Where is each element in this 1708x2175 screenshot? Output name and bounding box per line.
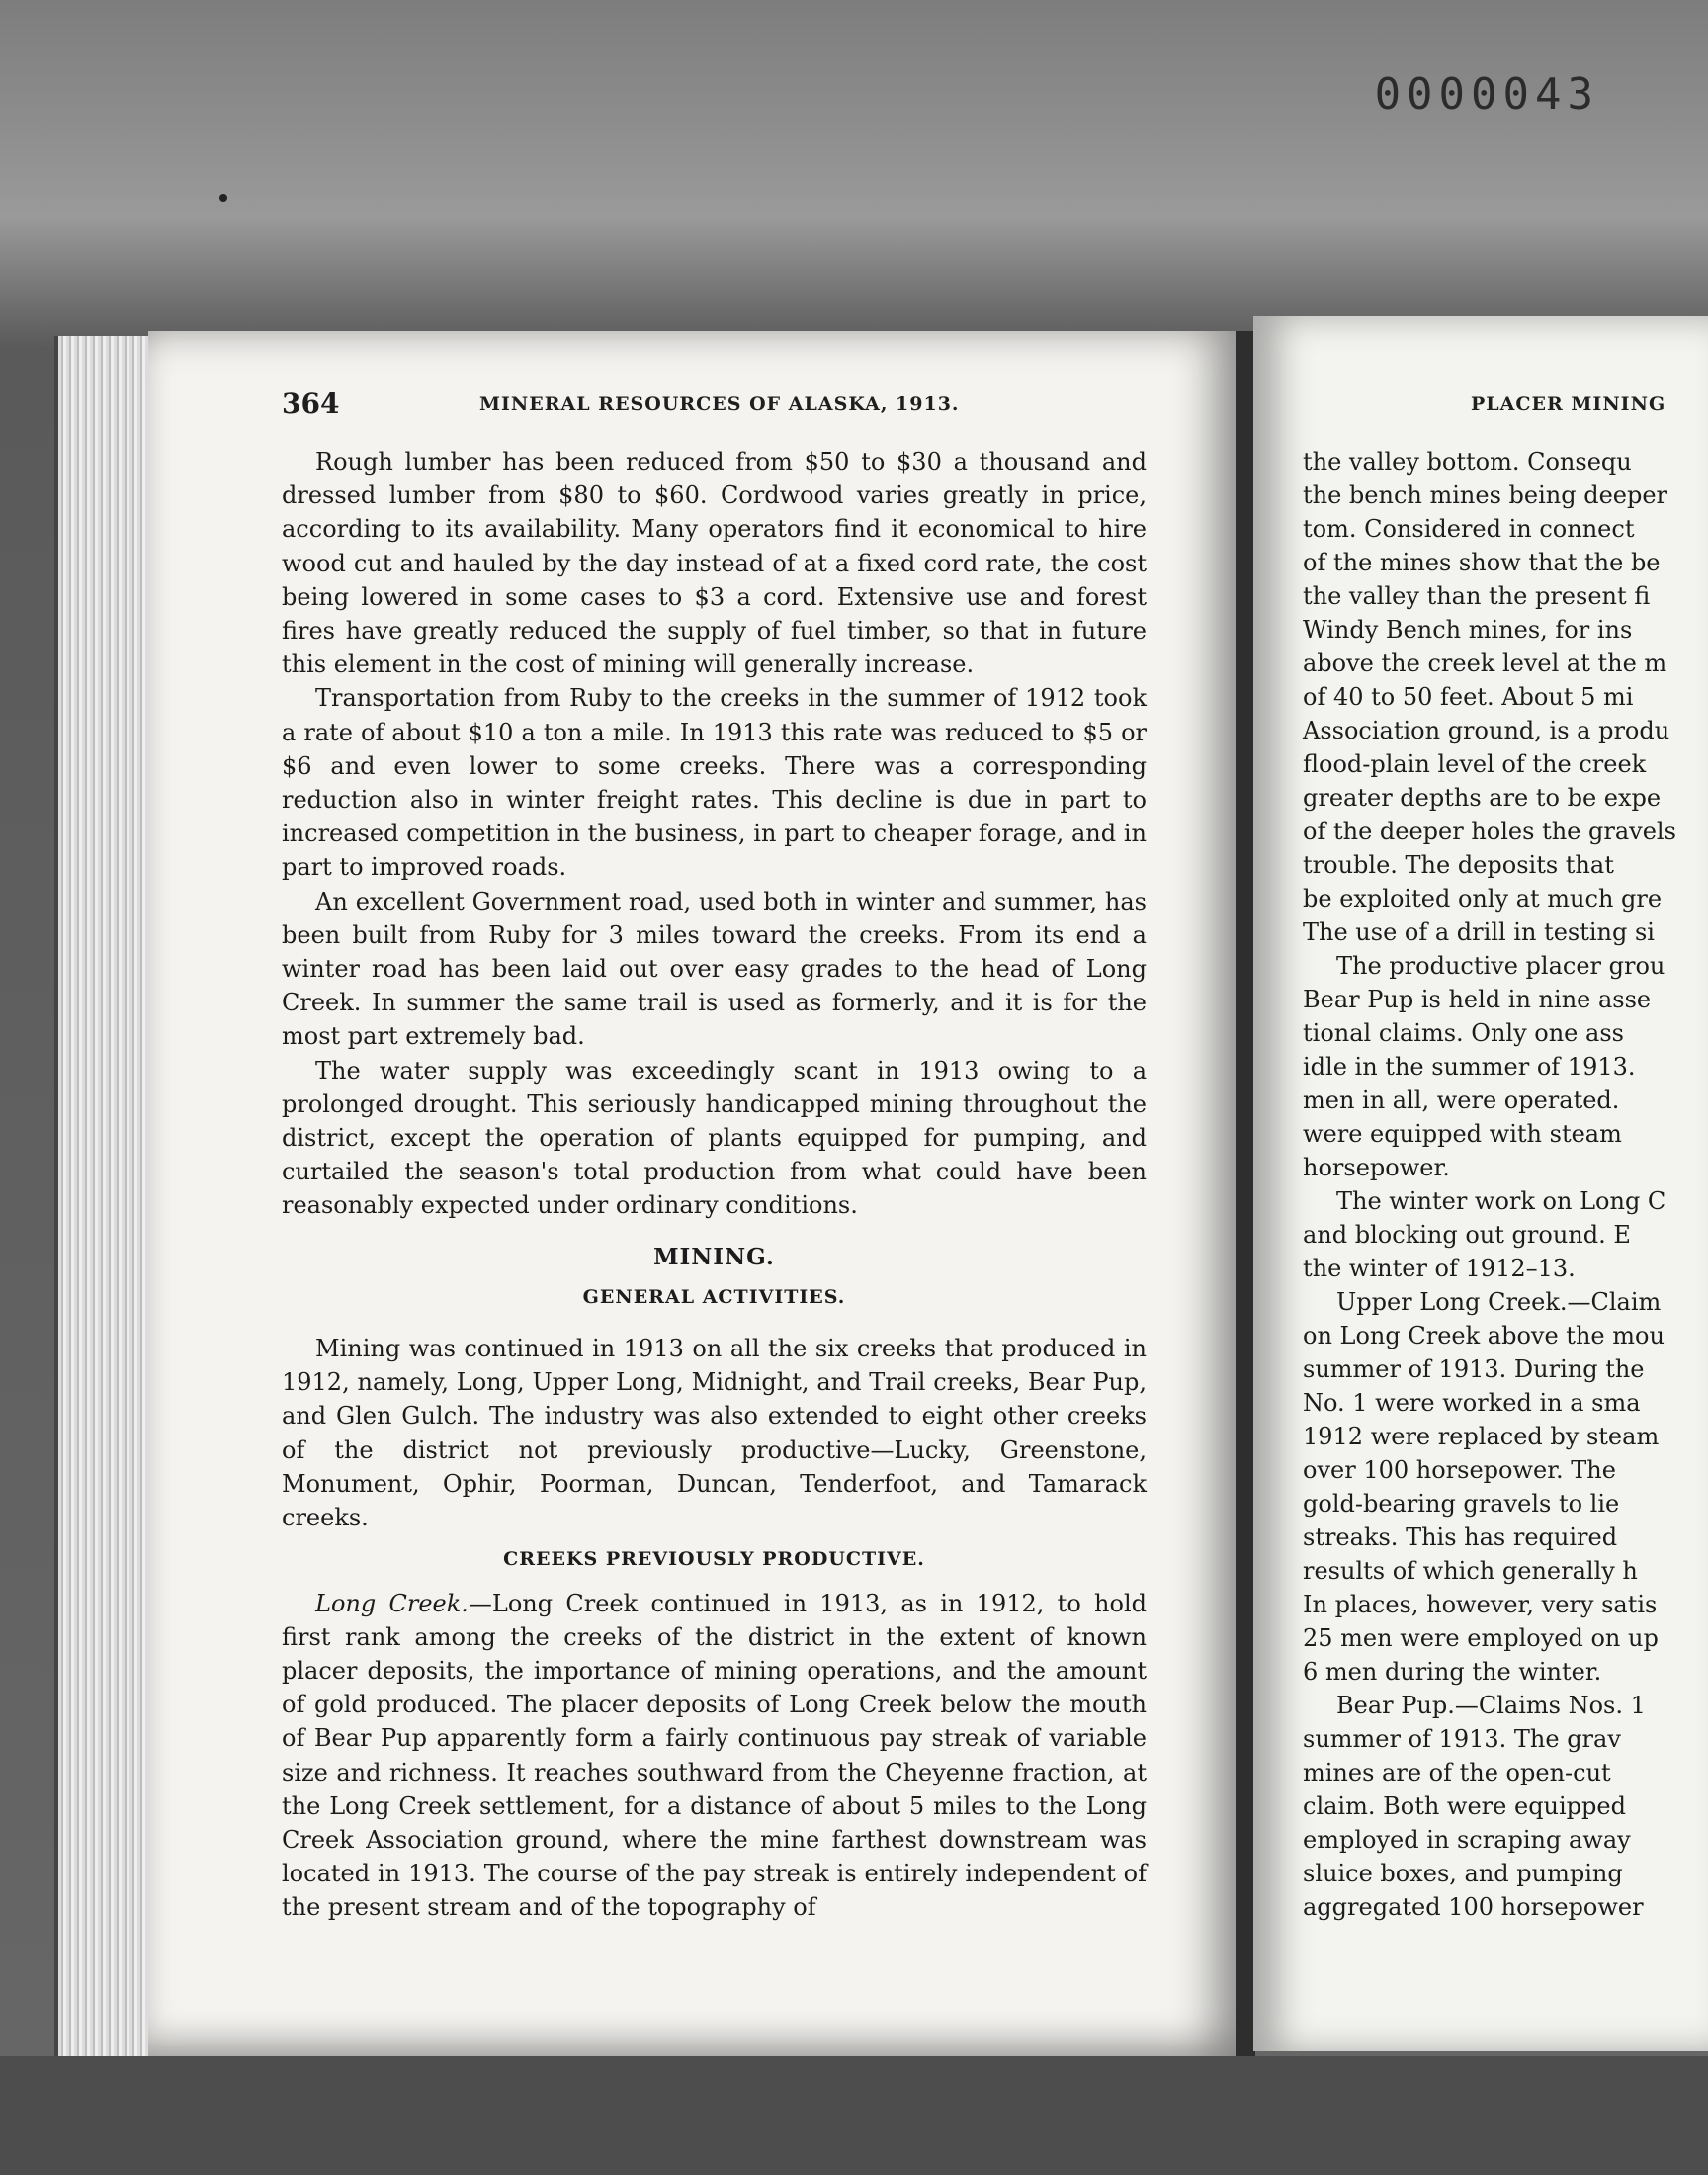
paragraph-general-activities: Mining was continued in 1913 on all the six creeks that produced in 1912, namely, Long, Upper Long, Midnight, and Trail creeks, Bear Pup, and Glen Gulch. The industry was also extended to eight other creeks of the district not previously productive—Lucky, Greenstone, Monument, Ophir, Poorman, Duncan, Tenderfoot, and Tamarack creeks. — [282, 1335, 1147, 1532]
paragraph-long-creek — [282, 1587, 1147, 1925]
page-number: 364 — [282, 388, 340, 420]
right-page-line: Bear Pup is held in nine asse — [1303, 986, 1652, 1013]
right-page-line: tional claims. Only one ass — [1303, 1019, 1624, 1047]
right-page-line: Windy Bench mines, for ins — [1303, 616, 1633, 644]
right-page-line: be exploited only at much gre — [1303, 885, 1663, 913]
right-page-line: horsepower. — [1303, 1154, 1450, 1181]
right-page-line: on Long Creek above the mou — [1303, 1322, 1665, 1349]
running-title: MINERAL RESOURCES OF ALASKA, 1913. — [479, 393, 960, 415]
right-page-line: of 40 to 50 feet. About 5 mi — [1303, 683, 1634, 711]
right-page-line: gold-bearing gravels to lie — [1303, 1490, 1620, 1518]
right-page-line: Association ground, is a produ — [1303, 717, 1670, 744]
right-page-line: idle in the summer of 1913. — [1303, 1053, 1636, 1081]
right-page-line: 6 men during the winter. — [1303, 1658, 1602, 1686]
long-creek-text: —Long Creek continued in 1913, as in 1912, to hold first rank among the creeks of the district in the extent of known placer deposits, the importance of mining operations, and the amount of gold produced. The placer deposits of Long Creek below the mouth of Bear Pup apparently form a fairly continuous pay streak of variable size and richness. It reaches southward from the Cheyenne fraction, at the Long Creek settlement, for a distance of about 5 miles to the Long Creek Association ground, where the mine farthest downstream was located in 1913. The course of the pay streak is entirely independent of the present stream and of the topography of — [282, 1589, 1148, 1922]
right-page-line: aggregated 100 horsepower — [1303, 1893, 1644, 1921]
paragraph-water: The water supply was exceedingly scant in 1913 owing to a prolonged drought. This seriously handicapped mining throughout the district, except the operation of plants equipped for pumping, and curtailed the season's total production from what could have been reasonably expected under ordinary conditions. — [282, 1056, 1147, 1220]
right-page-line: the valley bottom. Consequ — [1303, 448, 1632, 476]
scan-background-bottom — [0, 2056, 1708, 2175]
right-page-line: streaks. This has required — [1303, 1523, 1618, 1551]
right-page-line: the winter of 1912–13. — [1303, 1255, 1576, 1282]
right-page-line: over 100 horsepower. The — [1303, 1456, 1616, 1484]
right-page-line: trouble. The deposits that — [1303, 851, 1614, 879]
right-page-line: the valley than the present fi — [1303, 582, 1651, 610]
right-page-line: and blocking out ground. E — [1303, 1221, 1631, 1249]
right-page-line: The winter work on Long C — [1336, 1187, 1666, 1215]
right-page-line: tom. Considered in connect — [1303, 515, 1635, 543]
heading-general-activities: GENERAL ACTIVITIES. — [582, 1285, 846, 1308]
right-page-line: Bear Pup.—Claims Nos. 1 — [1336, 1692, 1646, 1719]
heading-creeks-previously-productive: CREEKS PREVIOUSLY PRODUCTIVE. — [503, 1548, 925, 1571]
book-gutter — [1236, 331, 1255, 2071]
right-page — [1253, 316, 1708, 2051]
book-page-edges — [54, 336, 157, 2056]
right-page-line: sluice boxes, and pumping — [1303, 1860, 1623, 1887]
right-page-line: of the deeper holes the gravels — [1303, 818, 1676, 845]
paragraph-lumber: Rough lumber has been reduced from $50 to $30 a thousand and dressed lumber from $80 to $60. Cordwood varies greatly in price, according to its availability. Many operators find it economical to hire wood cut and hauled by the day instead of at a fixed cord rate, the cost being lowered in some cases to $3 a cord. Extensive use and forest fires have greatly reduced the supply of fuel timber, so that in future this element in the cost of mining will generally increase. — [282, 448, 1147, 679]
right-page-line: summer of 1913. During the — [1303, 1355, 1645, 1383]
right-page-text — [1303, 445, 1708, 1924]
speck-mark — [219, 194, 227, 202]
film-frame-number: 0000043 — [1374, 69, 1599, 120]
right-page-line: were equipped with steam — [1303, 1120, 1622, 1148]
right-page-line: In places, however, very satis — [1303, 1591, 1658, 1618]
right-page-line: Upper Long Creek.—Claim — [1336, 1288, 1662, 1316]
right-page-line: results of which generally h — [1303, 1557, 1638, 1585]
right-page-line: claim. Both were equipped — [1303, 1792, 1626, 1820]
right-page-line: the bench mines being deeper — [1303, 481, 1668, 509]
right-page-line: flood-plain level of the creek — [1303, 750, 1647, 778]
paragraph-transportation: Transportation from Ruby to the creeks in the summer of 1912 took a rate of about $10 a ton a mile. In 1913 this rate was reduced to $5 or $6 and even lower to some creeks. There was a corresponding reduction also in winter freight rates. This decline is due in part to increased competition in the business, in part to cheaper forage, and in part to improved roads. — [282, 684, 1147, 882]
right-page-line: of the mines show that the be — [1303, 549, 1661, 576]
right-page-line: above the creek level at the m — [1303, 650, 1667, 677]
right-page-line: The productive placer grou — [1336, 952, 1665, 980]
right-page-line: greater depths are to be expe — [1303, 784, 1662, 812]
right-page-line: The use of a drill in testing si — [1303, 918, 1655, 946]
right-page-line: men in all, were operated. — [1303, 1087, 1620, 1114]
right-page-line: 25 men were employed on up — [1303, 1624, 1659, 1652]
right-running-title: PLACER MINING — [1471, 393, 1666, 415]
heading-mining: MINING. — [653, 1243, 775, 1270]
right-page-line: employed in scraping away — [1303, 1826, 1631, 1854]
left-page-text — [282, 445, 1147, 1925]
right-page-line: No. 1 were worked in a sma — [1303, 1389, 1641, 1417]
long-creek-lead: Long Creek. — [315, 1589, 469, 1617]
right-page-line: 1912 were replaced by steam — [1303, 1423, 1660, 1450]
paragraph-road: An excellent Government road, used both in winter and summer, has been built from Ruby for 3 miles toward the creeks. From its end a winter road has been laid out over easy grades to the head of Long Creek. In summer the same trail is used as formerly, and it is for the most part extremely bad. — [282, 887, 1147, 1051]
right-page-line: mines are of the open-cut — [1303, 1759, 1611, 1786]
right-page-line: summer of 1913. The grav — [1303, 1725, 1621, 1753]
